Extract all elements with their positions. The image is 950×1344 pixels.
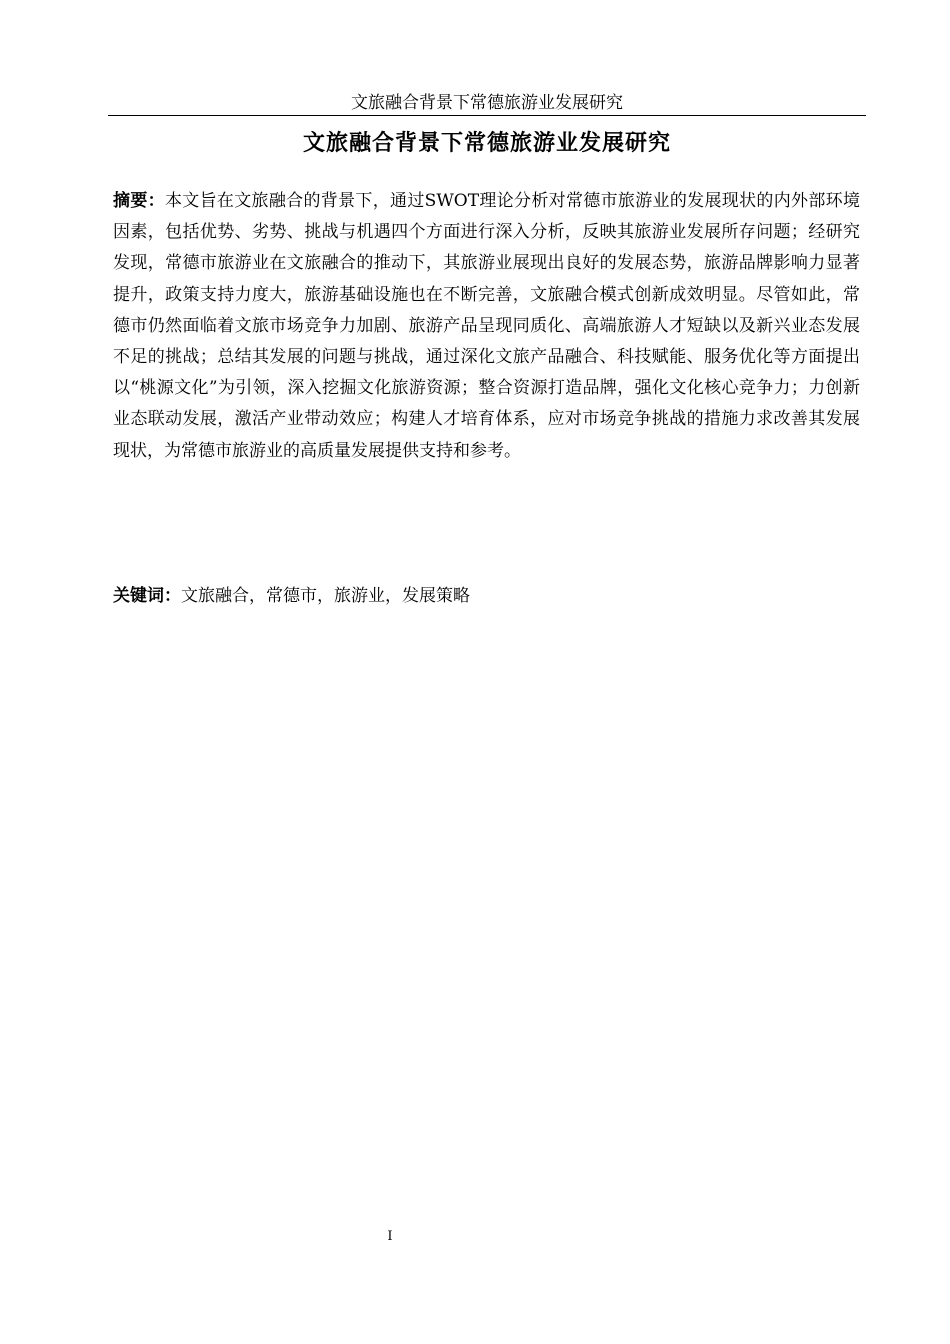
page-number: I bbox=[387, 1229, 393, 1244]
keywords-text: 文旅融合，常德市，旅游业，发展策略 bbox=[181, 586, 470, 606]
running-header: 文旅融合背景下常德旅游业发展研究 bbox=[351, 93, 623, 113]
abstract-paragraph bbox=[113, 186, 860, 467]
header-divider bbox=[108, 115, 866, 116]
keywords-paragraph bbox=[113, 581, 860, 612]
page-title: 文旅融合背景下常德旅游业发展研究 bbox=[302, 131, 671, 156]
abstract-text: 本文旨在文旅融合的背景下，通过SWOT理论分析对常德市旅游业的发展现状的内外部环境因素，包括优势、劣势、挑战与机遇四个方面进行深入分析，反映其旅游业发展所存问题；经研究发现，常德市旅游业在文旅融合的推动下，其旅游业展现出良好的发展态势，旅游品牌影响力显著提升，政策支持力度大，旅游基础设施也在不断完善，文旅融合模式创新成效明显。尽管如此，常德市仍然面临着文旅市场竞争力加剧、旅游产品呈现同质化、高端旅游人才短缺以及新兴业态发展不足的挑战；总结其发展的问题与挑战，通过深化文旅产品融合、科技赋能、服务优化等方面提出以“桃源文化”为引领，深入挖掘文化旅游资源；整合资源打造品牌，强化文化核心竞争力；力创新业态联动发展，激活产业带动效应；构建人才培育体系，应对市场竞争挑战的措施力求改善其发展现状，为常德市旅游业的高质量发展提供支持和参考。 bbox=[113, 191, 860, 461]
abstract-label: 摘要： bbox=[113, 191, 165, 211]
keywords-label: 关键词： bbox=[113, 586, 181, 606]
